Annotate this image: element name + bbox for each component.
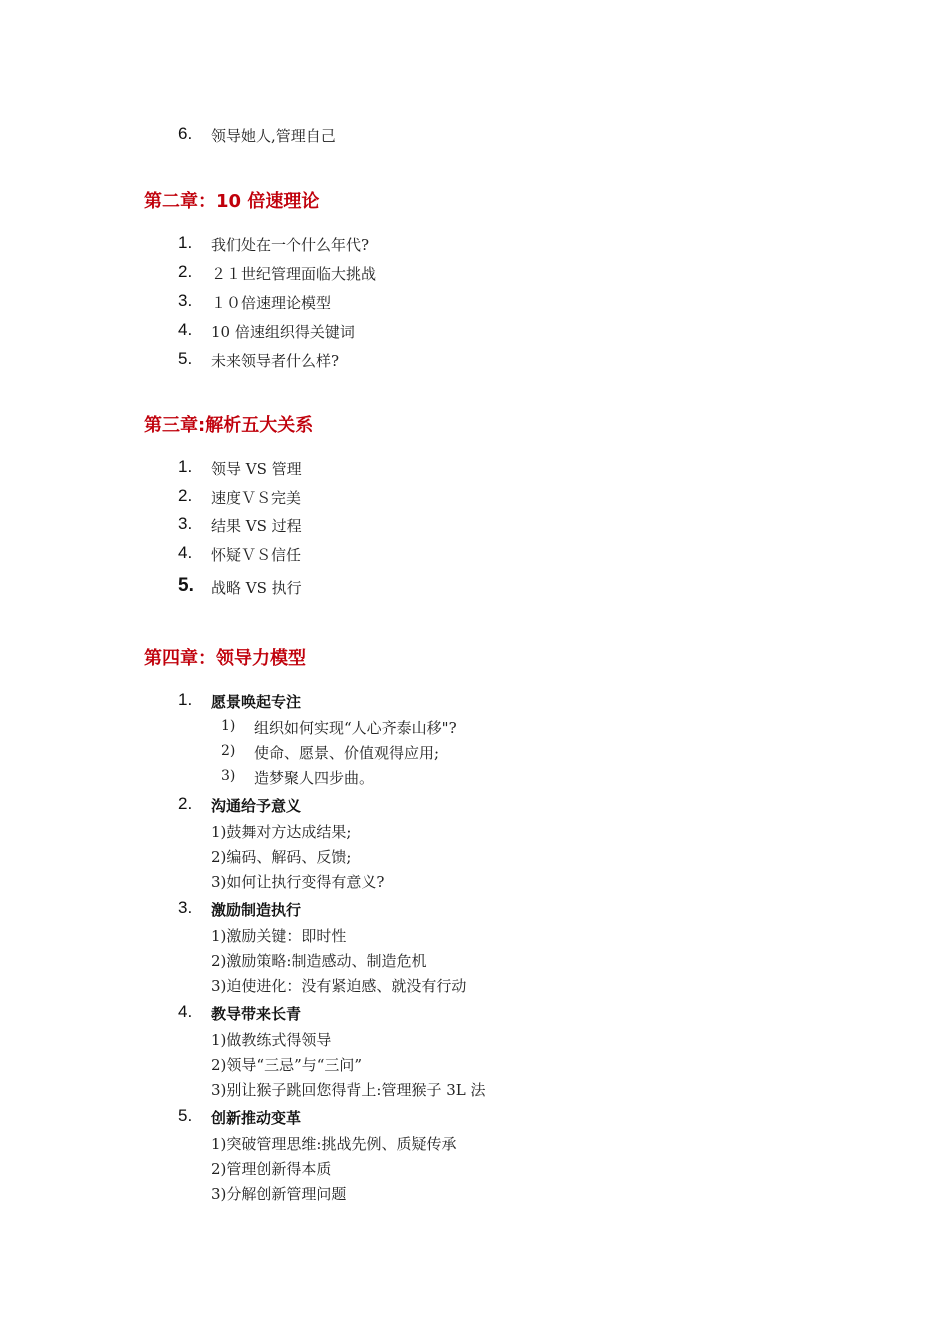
- list-item: １０倍速理论模型: [211, 294, 332, 312]
- list-item: 速度ＶＳ完美: [211, 489, 302, 507]
- list-item: 结果 VS 过程: [211, 517, 302, 535]
- section-title: 沟通给予意义: [211, 797, 302, 815]
- sub-item: 组织如何实现“人心齐泰山移"?: [254, 719, 457, 737]
- sub-item: 1)鼓舞对方达成结果;: [211, 823, 352, 841]
- list-number: 3.: [178, 514, 193, 533]
- list-number: 5.: [178, 575, 194, 596]
- list-number: 1.: [178, 233, 193, 252]
- list-number: 4.: [178, 320, 193, 339]
- sub-item: 3)分解创新管理问题: [211, 1185, 347, 1203]
- section-number: 1.: [178, 690, 193, 709]
- sub-item: 3)如何让执行变得有意义?: [211, 873, 385, 891]
- list-item: 领导她人,管理自己: [211, 127, 336, 145]
- list-number: 5.: [178, 349, 193, 368]
- sub-item: 3)别让猴子跳回您得背上:管理猴子 3L 法: [211, 1081, 486, 1099]
- list-item: 我们处在一个什么年代?: [211, 236, 370, 254]
- sub-number: 3): [221, 768, 236, 784]
- list-item: 怀疑ＶＳ信任: [211, 546, 302, 564]
- list-item: 未来领导者什么样?: [211, 352, 340, 370]
- sub-number: 1): [221, 718, 236, 734]
- section-number: 5.: [178, 1106, 193, 1125]
- list-number: 6.: [178, 124, 193, 143]
- section-title: 愿景唤起专注: [211, 693, 302, 711]
- sub-item: 使命、愿景、价值观得应用;: [254, 744, 440, 762]
- sub-item: 2)领导“三忌”与“三问”: [211, 1056, 363, 1074]
- chapter-heading: 第二章：10 倍速理论: [144, 191, 320, 212]
- section-number: 4.: [178, 1002, 193, 1021]
- list-item: ２１世纪管理面临大挑战: [211, 265, 377, 283]
- chapter-heading: 第四章：领导力模型: [144, 648, 306, 669]
- section-number: 2.: [178, 794, 193, 813]
- section-title: 创新推动变革: [211, 1109, 302, 1127]
- sub-item: 1)激励关键：即时性: [211, 927, 347, 945]
- list-number: 2.: [178, 262, 193, 281]
- list-number: 1.: [178, 457, 193, 476]
- list-number: 4.: [178, 543, 193, 562]
- list-item: 10 倍速组织得关键词: [211, 323, 355, 341]
- sub-item: 1)做教练式得领导: [211, 1031, 332, 1049]
- list-number: 2.: [178, 486, 193, 505]
- list-number: 3.: [178, 291, 193, 310]
- sub-item: 2)激励策略:制造感动、制造危机: [211, 952, 427, 970]
- section-title: 激励制造执行: [211, 901, 302, 919]
- sub-item: 3)迫使进化：没有紧迫感、就没有行动: [211, 977, 467, 995]
- section-number: 3.: [178, 898, 193, 917]
- sub-item: 1)突破管理思维:挑战先例、质疑传承: [211, 1135, 457, 1153]
- list-item: 战略 VS 执行: [211, 579, 302, 597]
- chapter-heading: 第三章:解析五大关系: [144, 415, 314, 436]
- section-title: 教导带来长青: [211, 1005, 302, 1023]
- sub-item: 造梦聚人四步曲。: [254, 769, 375, 787]
- sub-item: 2)管理创新得本质: [211, 1160, 332, 1178]
- list-item: 领导 VS 管理: [211, 460, 302, 478]
- sub-item: 2)编码、解码、反馈;: [211, 848, 352, 866]
- sub-number: 2): [221, 743, 236, 759]
